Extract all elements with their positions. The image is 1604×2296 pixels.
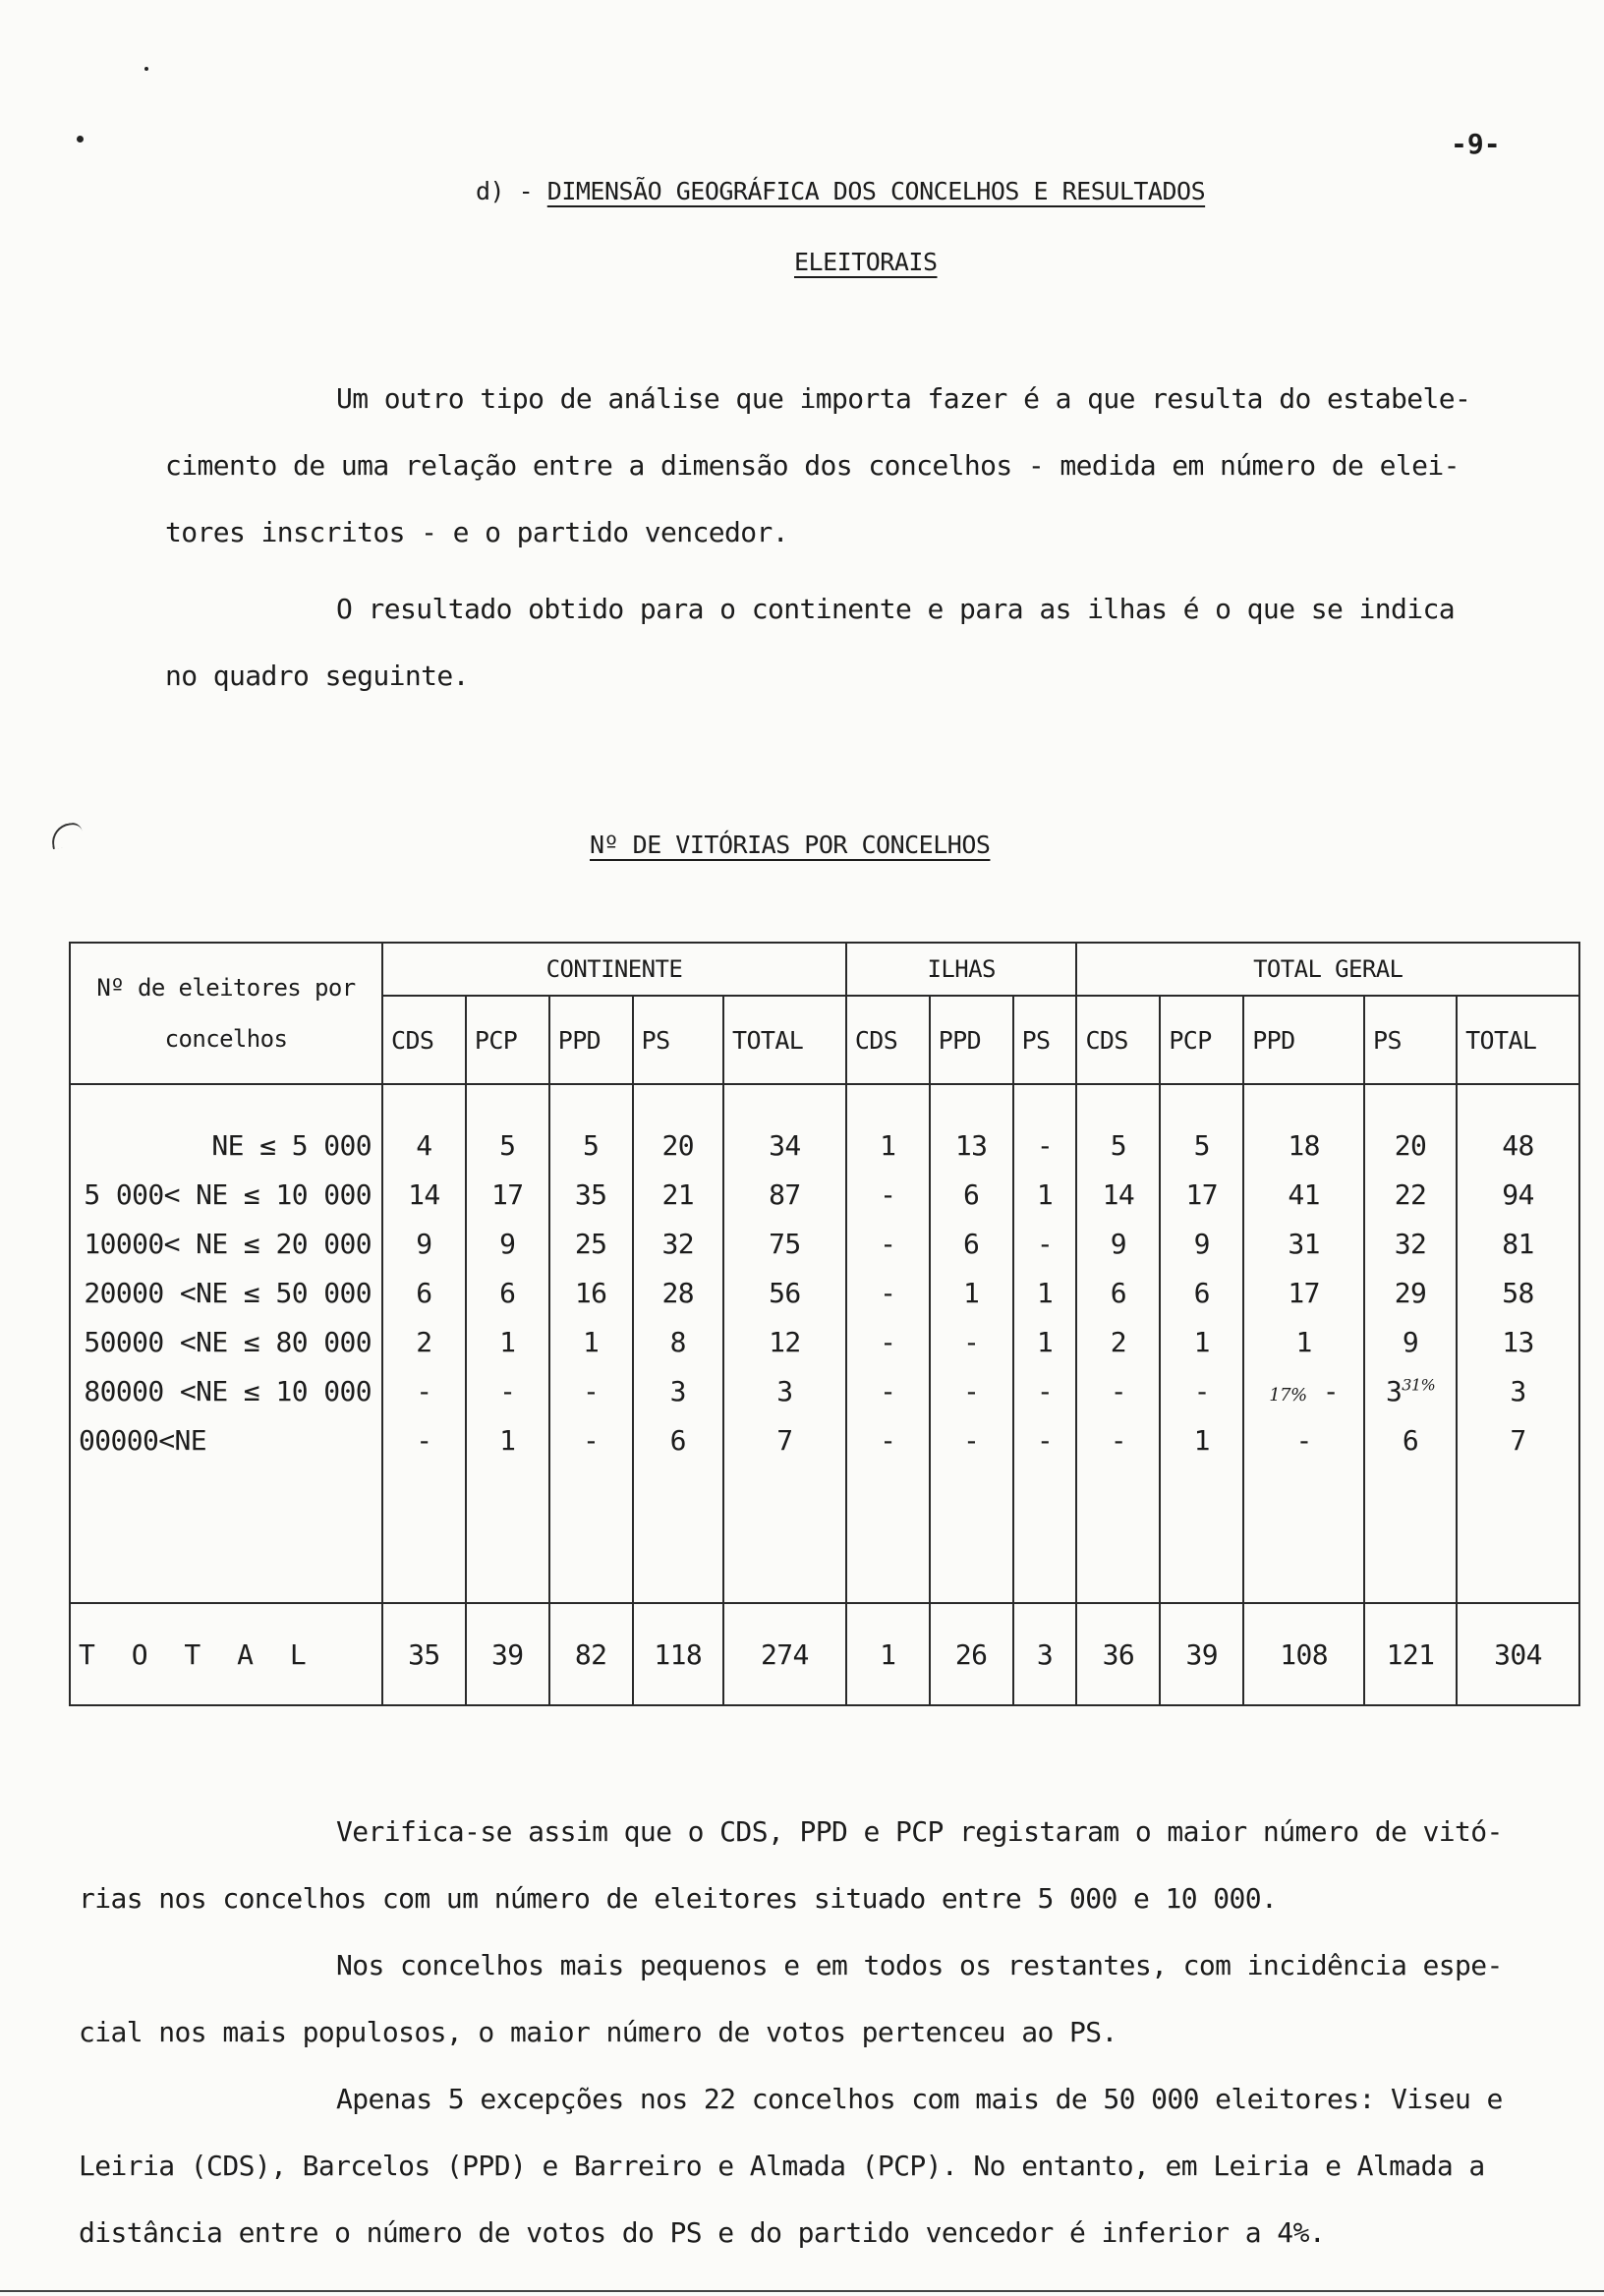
conclusion-paragraph-2: Nos concelhos mais pequenos e em todos os restantes, com incidência espe-cial nos mais populosos, o maior número de votos pertenceu ao PS. <box>79 1949 1503 2048</box>
victories-table <box>69 942 1580 1706</box>
group-total-geral: TOTAL GERAL <box>1076 943 1579 996</box>
table-cell: 32 <box>1364 1219 1457 1268</box>
table-cell: 75 <box>723 1219 846 1268</box>
col-header: TOTAL <box>1457 996 1579 1084</box>
table-cell: - <box>1013 1219 1077 1268</box>
table-title: Nº DE VITÓRIAS POR CONCELHOS <box>590 831 991 859</box>
total-cell: 108 <box>1243 1603 1364 1705</box>
table-cell: 1 <box>549 1317 633 1366</box>
table-cell: 5 <box>1076 1084 1160 1170</box>
row-label: 80000 <NE ≤ 10 000 <box>70 1366 382 1415</box>
total-cell: 118 <box>633 1603 723 1705</box>
table-cell <box>1364 1366 1457 1415</box>
table-cell-value: - <box>1322 1374 1339 1407</box>
table-cell: 3 <box>723 1366 846 1415</box>
total-cell: 39 <box>1160 1603 1243 1705</box>
page-number: -9- <box>1451 128 1501 160</box>
table-cell: - <box>549 1415 633 1464</box>
table-cell: - <box>1076 1415 1160 1464</box>
table-cell: 48 <box>1457 1084 1579 1170</box>
table-cell: 7 <box>723 1415 846 1464</box>
table-row <box>70 1366 1579 1415</box>
table-cell: 13 <box>930 1084 1013 1170</box>
total-cell: 39 <box>466 1603 549 1705</box>
table-cell: - <box>930 1366 1013 1415</box>
group-continente: CONTINENTE <box>382 943 846 996</box>
table-cell <box>1243 1366 1364 1415</box>
col-header: PS <box>633 996 723 1084</box>
table-cell: 56 <box>723 1268 846 1317</box>
row-label: 00000<NE <box>70 1415 382 1464</box>
col-header: PPD <box>930 996 1013 1084</box>
total-cell: 121 <box>1364 1603 1457 1705</box>
table-cell: 32 <box>633 1219 723 1268</box>
table-cell: 7 <box>1457 1415 1579 1464</box>
table-cell: 5 <box>549 1084 633 1170</box>
total-cell: 304 <box>1457 1603 1579 1705</box>
col-header: PCP <box>466 996 549 1084</box>
table-cell: - <box>846 1366 930 1415</box>
col-header: CDS <box>1076 996 1160 1084</box>
table-cell: 16 <box>549 1268 633 1317</box>
table-cell: 1 <box>1160 1317 1243 1366</box>
table-cell: 1 <box>466 1317 549 1366</box>
table-cell: 9 <box>382 1219 466 1268</box>
table-cell: 4 <box>382 1084 466 1170</box>
table-cell: 87 <box>723 1170 846 1219</box>
total-cell: 26 <box>930 1603 1013 1705</box>
table-cell: 13 <box>1457 1317 1579 1366</box>
table-cell: 20 <box>1364 1084 1457 1170</box>
col-header: TOTAL <box>723 996 846 1084</box>
table-cell: 17 <box>1243 1268 1364 1317</box>
table-cell: 25 <box>549 1219 633 1268</box>
table-row <box>70 1317 1579 1366</box>
table-cell: 1 <box>1013 1317 1077 1366</box>
table-cell: 1 <box>930 1268 1013 1317</box>
table-row <box>70 1170 1579 1219</box>
intro-paragraph-1: Um outro tipo de análise que importa fazer é a que resulta do estabele-cimento de uma relação entre a dimensão dos concelhos - medida em número de elei-tores inscritos - e o partido vencedor. <box>165 382 1471 548</box>
heading-line1: DIMENSÃO GEOGRÁFICA DOS CONCELHOS E RESULTADOS <box>546 177 1206 205</box>
row-label: 20000 <NE ≤ 50 000 <box>70 1268 382 1317</box>
table-cell: - <box>930 1317 1013 1366</box>
table-cell: 9 <box>1160 1219 1243 1268</box>
table-cell: 9 <box>1364 1317 1457 1366</box>
table-cell: 1 <box>466 1415 549 1464</box>
total-cell: 1 <box>846 1603 930 1705</box>
col-header: PPD <box>1243 996 1364 1084</box>
table-cell: - <box>846 1268 930 1317</box>
table-cell: 14 <box>1076 1170 1160 1219</box>
group-header-row <box>70 943 1579 996</box>
total-label: T O T A L <box>70 1603 382 1705</box>
table-cell: 1 <box>1013 1170 1077 1219</box>
table-cell: 29 <box>1364 1268 1457 1317</box>
table-cell: - <box>382 1366 466 1415</box>
intro-paragraph-2: O resultado obtido para o continente e para as ilhas é o que se indica no quadro seguinte. <box>165 593 1456 692</box>
table-cell: 5 <box>466 1084 549 1170</box>
table-cell: - <box>1243 1415 1364 1464</box>
col-header: PS <box>1013 996 1077 1084</box>
conclusion <box>79 1799 1553 2267</box>
table-cell: 2 <box>382 1317 466 1366</box>
table-cell: 8 <box>633 1317 723 1366</box>
table-cell: - <box>1076 1366 1160 1415</box>
row-label: 5 000< NE ≤ 10 000 <box>70 1170 382 1219</box>
section-heading <box>476 177 1205 205</box>
table-cell: - <box>846 1219 930 1268</box>
table-cell: 6 <box>930 1170 1013 1219</box>
table-cell: 9 <box>1076 1219 1160 1268</box>
total-cell: 36 <box>1076 1603 1160 1705</box>
table-cell: 9 <box>466 1219 549 1268</box>
table-cell: 12 <box>723 1317 846 1366</box>
table-cell: 58 <box>1457 1268 1579 1317</box>
table-row <box>70 1219 1579 1268</box>
table-cell: - <box>382 1415 466 1464</box>
table-cell: 5 <box>1160 1084 1243 1170</box>
table-cell: - <box>846 1170 930 1219</box>
table-cell: 2 <box>1076 1317 1160 1366</box>
row-label: 50000 <NE ≤ 80 000 <box>70 1317 382 1366</box>
table-cell: - <box>1013 1366 1077 1415</box>
group-ilhas: ILHAS <box>846 943 1077 996</box>
col-header: CDS <box>846 996 930 1084</box>
table-cell: - <box>1013 1084 1077 1170</box>
total-cell: 3 <box>1013 1603 1077 1705</box>
table-cell: 3 <box>1457 1366 1579 1415</box>
col-header: PS <box>1364 996 1457 1084</box>
table-cell: 1 <box>846 1084 930 1170</box>
table-cell: 6 <box>466 1268 549 1317</box>
handwritten-note-ppd: 17% <box>1269 1384 1307 1406</box>
table-cell: - <box>1160 1366 1243 1415</box>
table-cell: 6 <box>1076 1268 1160 1317</box>
table-cell: 94 <box>1457 1170 1579 1219</box>
table-cell: - <box>846 1317 930 1366</box>
bullet-mark <box>77 136 84 143</box>
table-cell: 1 <box>1013 1268 1077 1317</box>
table-cell: 14 <box>382 1170 466 1219</box>
table-cell: 21 <box>633 1170 723 1219</box>
table-cell: 31 <box>1243 1219 1364 1268</box>
table-cell: - <box>1013 1415 1077 1464</box>
table-row <box>70 1268 1579 1317</box>
table-cell: 35 <box>549 1170 633 1219</box>
margin-mark <box>144 67 148 71</box>
col-header: CDS <box>382 996 466 1084</box>
table-cell: 1 <box>1243 1317 1364 1366</box>
row-header: Nº de eleitores por concelhos <box>70 943 382 1084</box>
table-cell: 28 <box>633 1268 723 1317</box>
row-label: 10000< NE ≤ 20 000 <box>70 1219 382 1268</box>
conclusion-paragraph-1: Verifica-se assim que o CDS, PPD e PCP registaram o maior número de vitó-rias nos concelhos com um número de eleitores situado entre 5 000 e 10 000. <box>79 1815 1503 1915</box>
table-cell: - <box>930 1415 1013 1464</box>
table-cell: 20 <box>633 1084 723 1170</box>
total-cell: 35 <box>382 1603 466 1705</box>
table-cell: 81 <box>1457 1219 1579 1268</box>
col-header: PCP <box>1160 996 1243 1084</box>
table-cell: 18 <box>1243 1084 1364 1170</box>
table-cell: - <box>549 1366 633 1415</box>
table-row <box>70 1415 1579 1464</box>
table-spacer-row <box>70 1464 1579 1603</box>
row-label: NE ≤ 5 000 <box>70 1084 382 1170</box>
table-cell: 6 <box>633 1415 723 1464</box>
table-cell: 6 <box>1364 1415 1457 1464</box>
table-total-row <box>70 1603 1579 1705</box>
table-cell: - <box>846 1415 930 1464</box>
table-cell: 17 <box>466 1170 549 1219</box>
table-cell: 6 <box>930 1219 1013 1268</box>
paperclip-mark <box>49 822 84 849</box>
table-cell: 6 <box>1160 1268 1243 1317</box>
heading-line2: ELEITORAIS <box>794 248 938 276</box>
table-cell: 41 <box>1243 1170 1364 1219</box>
bottom-rule <box>0 2290 1604 2292</box>
table-cell-value: 3 <box>1386 1374 1403 1407</box>
conclusion-paragraph-3: Apenas 5 excepções nos 22 concelhos com mais de 50 000 eleitores: Viseu e Leiria (CDS), Barcelos (PPD) e Barreiro e Almada (PCP). No entanto, em Leiria e Almada a distância entre o número de votos do PS e do partido vencedor é inferior a 4%. <box>79 2083 1503 2249</box>
heading-prefix: d) - <box>476 177 547 205</box>
handwritten-note-ps: 31% <box>1402 1375 1436 1395</box>
col-header: PPD <box>549 996 633 1084</box>
table-cell: 17 <box>1160 1170 1243 1219</box>
total-cell: 82 <box>549 1603 633 1705</box>
table-cell: 6 <box>382 1268 466 1317</box>
total-cell: 274 <box>723 1603 846 1705</box>
table-cell: 1 <box>1160 1415 1243 1464</box>
table-cell: - <box>466 1366 549 1415</box>
table-row <box>70 1084 1579 1170</box>
table-cell: 3 <box>633 1366 723 1415</box>
table-cell: 22 <box>1364 1170 1457 1219</box>
table-cell: 34 <box>723 1084 846 1170</box>
